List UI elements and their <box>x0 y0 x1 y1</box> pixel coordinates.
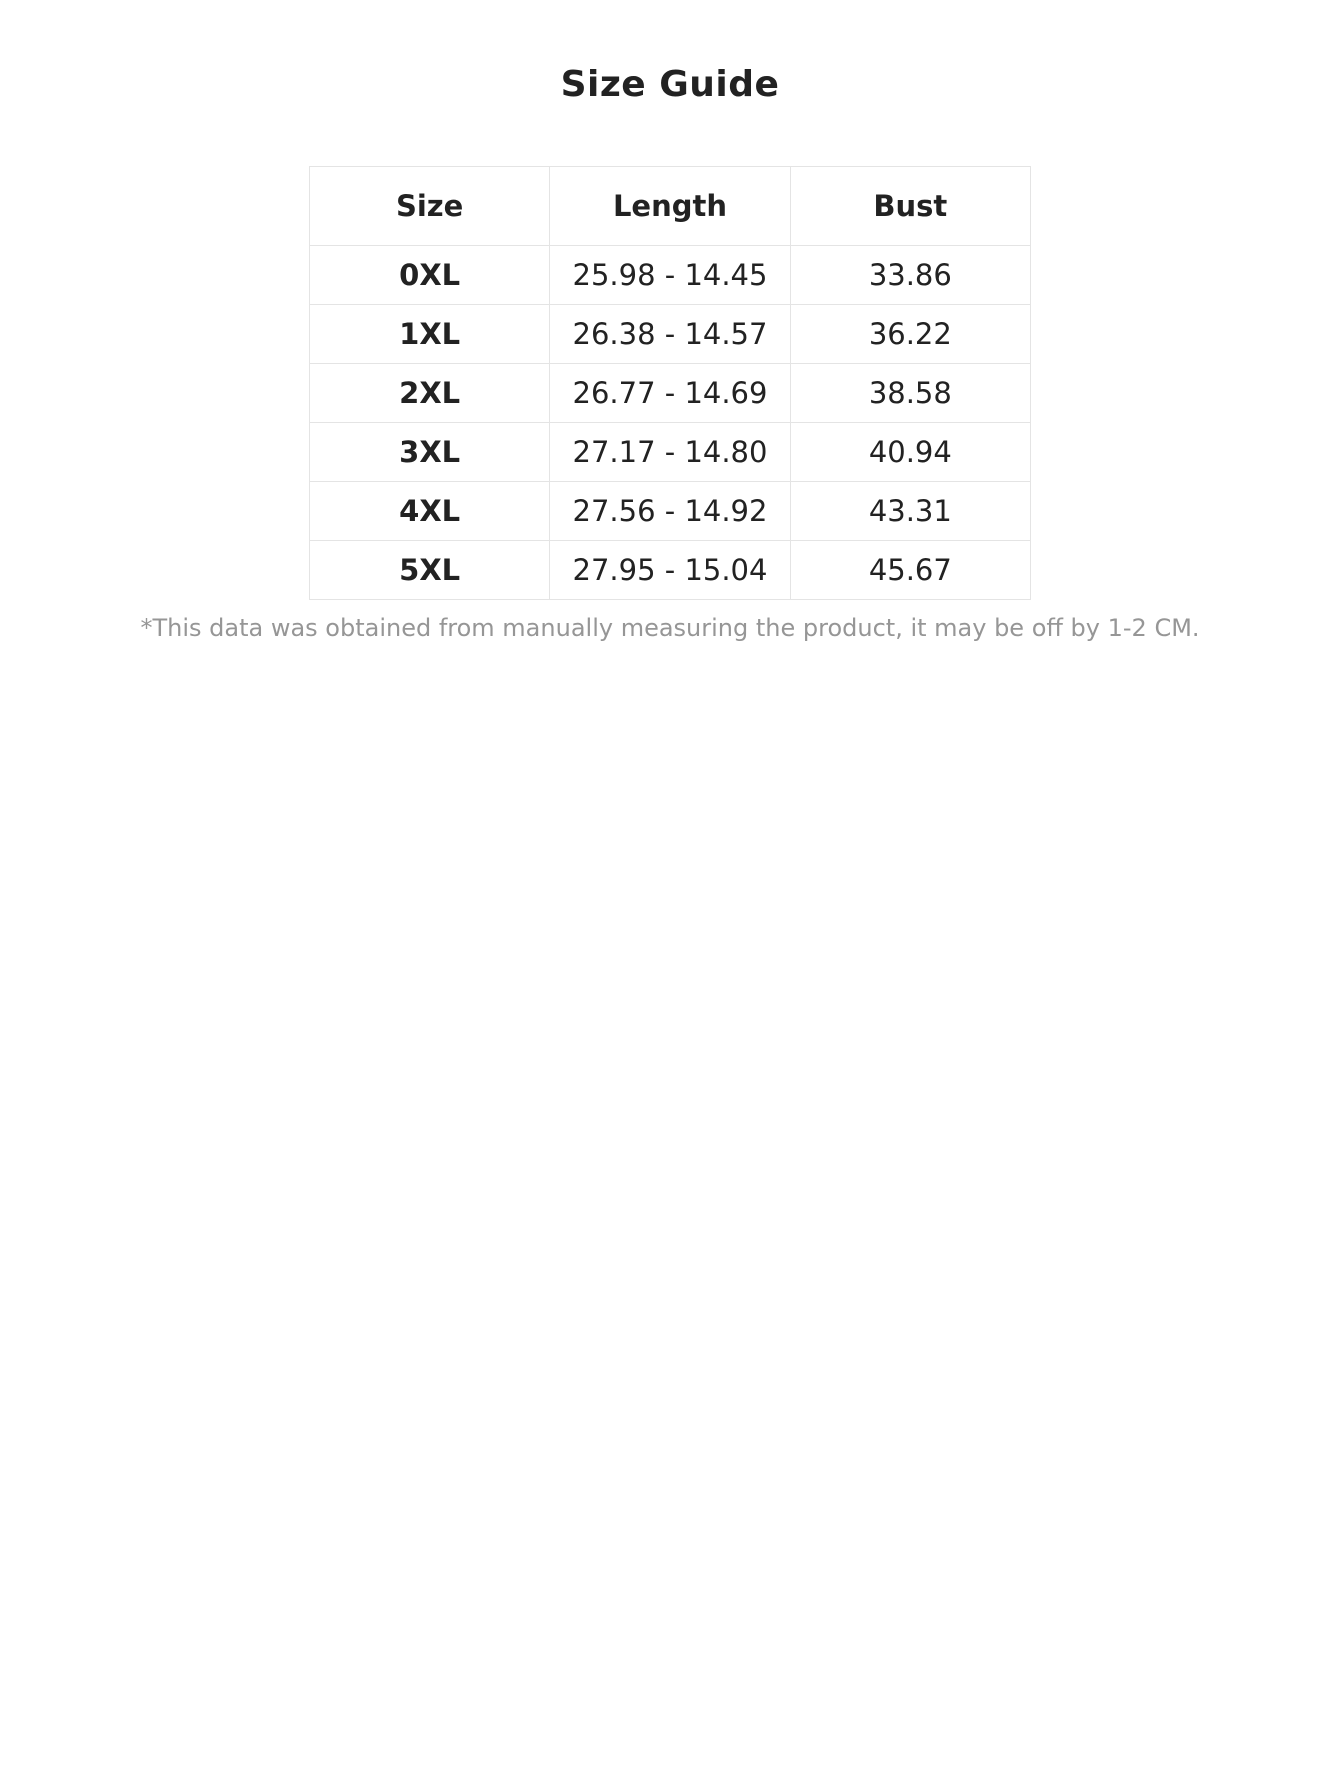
table-row <box>310 423 1031 482</box>
length-cell: 27.95 - 15.04 <box>550 541 790 600</box>
page-title: Size Guide <box>560 64 780 105</box>
size-cell: 0XL <box>310 246 550 305</box>
table-row <box>310 305 1031 364</box>
bust-cell: 36.22 <box>790 305 1030 364</box>
table-row <box>310 482 1031 541</box>
bust-cell: 40.94 <box>790 423 1030 482</box>
table-header-row <box>310 167 1031 246</box>
bust-cell: 33.86 <box>790 246 1030 305</box>
size-cell: 1XL <box>310 305 550 364</box>
size-table <box>309 166 1031 600</box>
length-cell: 26.38 - 14.57 <box>550 305 790 364</box>
measurement-disclaimer: *This data was obtained from manually measuring the product, it may be off by 1-2 CM. <box>140 614 1200 642</box>
table-row <box>310 246 1031 305</box>
length-cell: 27.56 - 14.92 <box>550 482 790 541</box>
column-header-length: Length <box>550 167 790 246</box>
size-cell: 4XL <box>310 482 550 541</box>
bust-cell: 43.31 <box>790 482 1030 541</box>
bust-cell: 45.67 <box>790 541 1030 600</box>
table-row <box>310 364 1031 423</box>
length-cell: 27.17 - 14.80 <box>550 423 790 482</box>
bust-cell: 38.58 <box>790 364 1030 423</box>
size-cell: 3XL <box>310 423 550 482</box>
size-cell: 5XL <box>310 541 550 600</box>
table-row <box>310 541 1031 600</box>
size-cell: 2XL <box>310 364 550 423</box>
column-header-bust: Bust <box>790 167 1030 246</box>
length-cell: 25.98 - 14.45 <box>550 246 790 305</box>
column-header-size: Size <box>310 167 550 246</box>
length-cell: 26.77 - 14.69 <box>550 364 790 423</box>
